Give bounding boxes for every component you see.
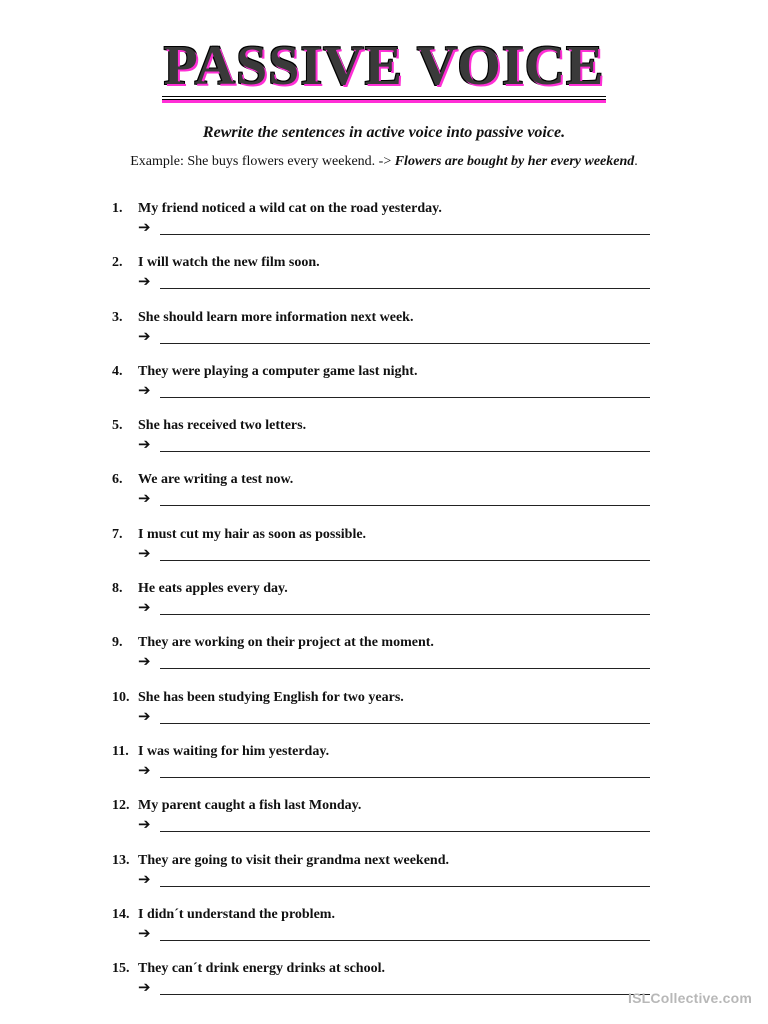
exercise-item-15	[112, 960, 652, 1014]
item-sentence: I was waiting for him yesterday.	[138, 743, 330, 759]
worksheet-title	[0, 36, 768, 100]
item-sentence: They can´t drink energy drinks at school.	[138, 961, 385, 977]
item-sentence: We are writing a test now.	[138, 472, 294, 488]
example-line	[0, 154, 768, 170]
title-text: PASSIVE VOICE	[162, 36, 607, 100]
instruction-text: Rewrite the sentences in active voice into passive voice.	[202, 124, 566, 141]
exercise-item-7	[112, 526, 652, 580]
item-sentence: They are going to visit their grandma next weekend.	[138, 852, 449, 868]
item-number: 2.	[112, 255, 123, 271]
exercise-list	[112, 200, 652, 1014]
answer-blank[interactable]	[160, 668, 650, 669]
exercise-item-5	[112, 417, 652, 471]
answer-blank[interactable]	[160, 940, 650, 941]
item-sentence: I must cut my hair as soon as possible.	[138, 526, 367, 542]
arrow-right-icon: ➔	[138, 652, 151, 671]
item-sentence: They are working on their project at the moment.	[138, 635, 434, 651]
item-number: 13.	[112, 852, 130, 868]
answer-blank[interactable]	[160, 560, 650, 561]
item-number: 6.	[112, 472, 123, 488]
example-suffix: .	[634, 154, 638, 169]
item-sentence: My parent caught a fish last Monday.	[138, 798, 362, 814]
item-sentence: He eats apples every day.	[138, 581, 288, 597]
answer-blank[interactable]	[160, 777, 650, 778]
item-number: 3.	[112, 309, 123, 325]
arrow-right-icon: ➔	[138, 435, 151, 454]
answer-blank[interactable]	[160, 614, 650, 615]
exercise-item-2	[112, 254, 652, 308]
answer-blank[interactable]	[160, 234, 650, 235]
arrow-right-icon: ➔	[138, 760, 151, 779]
arrow-right-icon: ➔	[138, 272, 151, 291]
item-number: 4.	[112, 363, 123, 379]
exercise-item-14	[112, 906, 652, 960]
item-number: 15.	[112, 961, 130, 977]
answer-blank[interactable]	[160, 505, 650, 506]
item-sentence: My friend noticed a wild cat on the road yesterday.	[138, 201, 442, 216]
answer-blank[interactable]	[160, 886, 650, 887]
answer-blank[interactable]	[160, 994, 650, 995]
exercise-item-8	[112, 580, 652, 634]
arrow-right-icon: ➔	[138, 706, 151, 725]
item-number: 9.	[112, 635, 123, 651]
example-prefix: Example: She buys flowers every weekend. ->	[130, 154, 395, 169]
arrow-right-icon: ➔	[138, 923, 151, 942]
arrow-right-icon: ➔	[138, 869, 151, 888]
answer-blank[interactable]	[160, 831, 650, 832]
exercise-item-10	[112, 689, 652, 743]
item-number: 14.	[112, 906, 130, 922]
exercise-item-1	[112, 200, 652, 254]
arrow-right-icon: ➔	[138, 543, 151, 562]
item-sentence: They were playing a computer game last night.	[138, 363, 418, 379]
arrow-right-icon: ➔	[138, 978, 151, 997]
exercise-item-3	[112, 309, 652, 363]
example-answer: Flowers are bought by her every weekend	[394, 154, 635, 169]
arrow-right-icon: ➔	[138, 815, 151, 834]
exercise-item-12	[112, 797, 652, 851]
watermark-text: ISLCollective.com	[628, 990, 752, 1006]
item-sentence: I didn´t understand the problem.	[138, 906, 335, 922]
answer-blank[interactable]	[160, 288, 650, 289]
answer-blank[interactable]	[160, 397, 650, 398]
item-number: 1.	[112, 201, 123, 216]
item-number: 11.	[112, 743, 129, 759]
arrow-right-icon: ➔	[138, 326, 151, 345]
answer-blank[interactable]	[160, 451, 650, 452]
arrow-right-icon: ➔	[138, 598, 151, 617]
item-sentence: She should learn more information next week.	[138, 309, 414, 325]
exercise-item-13	[112, 852, 652, 906]
answer-blank[interactable]	[160, 343, 650, 344]
exercise-item-11	[112, 743, 652, 797]
item-number: 8.	[112, 581, 123, 597]
item-number: 5.	[112, 418, 123, 434]
exercise-item-4	[112, 363, 652, 417]
item-sentence: She has been studying English for two years.	[138, 689, 404, 705]
exercise-item-6	[112, 471, 652, 525]
item-number: 7.	[112, 526, 123, 542]
item-number: 10.	[112, 689, 130, 705]
answer-blank[interactable]	[160, 723, 650, 724]
arrow-right-icon: ➔	[138, 380, 151, 399]
item-number: 12.	[112, 798, 130, 814]
arrow-right-icon: ➔	[138, 489, 151, 508]
exercise-item-9	[112, 634, 652, 688]
item-sentence: She has received two letters.	[138, 418, 307, 434]
item-sentence: I will watch the new film soon.	[138, 255, 320, 271]
arrow-right-icon: ➔	[138, 218, 151, 236]
